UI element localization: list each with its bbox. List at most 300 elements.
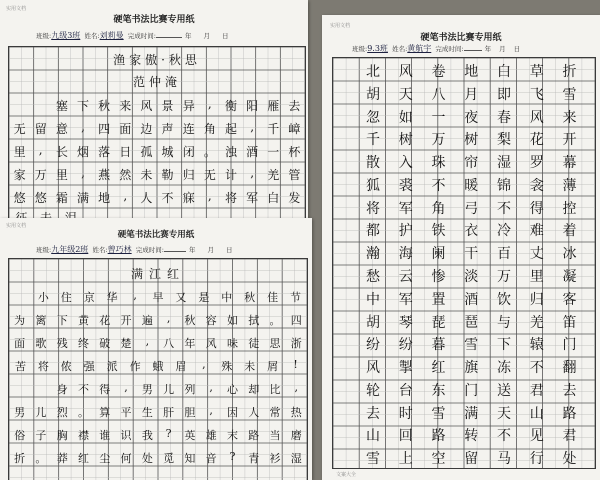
handwritten-char: 景 [161,99,174,113]
handwritten-char: 台 [398,382,413,399]
handwritten-char: 胡 [365,314,380,331]
handwritten-char: 锦 [496,177,511,194]
handwritten-char: 花 [99,314,111,327]
name-label: 姓名: [84,32,100,40]
handwritten-char: 嶂 [288,122,301,136]
handwritten-char: 心 [226,383,238,396]
handwritten-char: , [81,120,85,134]
handwritten-char: 海 [398,246,413,263]
handwritten-char: 路 [562,405,577,422]
handwritten-char: 忽 [365,109,380,126]
handwritten-char: 雪 [365,451,380,468]
handwritten-char: 去 [562,382,577,399]
handwritten-char: 去 [365,405,380,422]
handwriting-line [333,312,595,332]
handwritten-char: ? [229,450,236,463]
handwritten-char: 常 [269,406,281,419]
handwritten-char: 罗 [529,155,544,172]
handwriting-line [333,198,595,218]
handwritten-char: 霜 [55,191,68,205]
handwritten-char: 如 [226,314,238,327]
handwriting-line [9,120,305,137]
handwritten-char: 莽 [56,452,68,465]
handwritten-char: 饮 [496,291,511,308]
handwritten-char: 发 [288,191,301,205]
class-value: 9.3班 [367,44,388,53]
handwritten-char: , [209,381,213,394]
handwritten-char: 终 [77,337,89,350]
handwritten-char: 雪 [562,86,577,103]
handwritten-char: 阳 [246,99,259,113]
handwritten-char: 不 [431,177,446,194]
handwritten-char: , [250,120,255,134]
handwritten-char: 残 [56,337,68,350]
handwritten-char: 门 [464,382,479,399]
handwritten-char: 儿 [35,406,47,419]
handwritten-char: 琴 [398,314,413,331]
handwritten-char: 弓 [464,200,479,217]
handwritten-char: 马 [496,451,511,468]
handwritten-char: 红 [77,452,89,465]
handwritten-char: 草 [529,64,544,80]
handwritten-char: 纷 [365,337,380,354]
handwritten-char: 即 [496,86,511,103]
handwritten-char: 当 [269,429,281,442]
handwritten-char: 军 [246,191,259,205]
handwritten-char: 春 [496,109,511,126]
handwritten-char: 一 [431,109,446,126]
handwritten-char: 散 [365,155,380,172]
handwriting-line [333,403,595,423]
handwritten-char: 树 [464,132,479,149]
handwritten-char: 侬 [60,360,72,373]
handwritten-char: 落 [98,145,111,159]
handwritten-char: 将 [37,360,49,373]
handwriting-line [9,381,307,397]
handwritten-char: 殊 [221,360,233,373]
day-label: 日 [513,45,521,53]
handwritten-char: 衾 [529,177,544,194]
sheet-tag: 实用文档 [6,6,27,12]
handwritten-char: 见 [529,428,544,445]
handwritten-char: 青 [248,452,260,465]
handwritten-char: 比 [269,383,281,396]
handwritten-char: 归 [529,291,544,308]
handwritten-char: 丈 [529,246,544,263]
handwritten-char: 百 [496,246,511,263]
sheet-title: 硬笔书法比赛专用纸 [117,230,195,240]
sheet-title: 硬笔书法比赛专用纸 [420,33,502,43]
handwritten-char: ? [165,427,172,440]
handwritten-char: 门 [562,337,577,354]
handwritten-char: 男 [141,383,153,396]
handwritten-char: 屑 [267,360,279,373]
handwritten-char: 冰 [562,246,577,263]
handwritten-char: 音 [205,452,217,465]
handwritten-char: 万 [496,269,511,285]
handwriting-line [9,404,307,420]
handwritten-char: 容 [205,314,217,327]
handwritten-char: 强 [83,360,95,373]
handwritten-char: 却 [248,383,260,396]
handwritten-char: 冷 [496,223,511,240]
handwritten-char: 秋 [98,99,111,113]
name-label: 姓名: [392,45,408,53]
handwritten-char: 为 [14,314,26,327]
handwritten-char: 面 [14,337,26,350]
handwritten-char: 寐 [182,191,195,205]
handwritten-char: 掣 [398,360,413,377]
handwritten-char: 暮 [431,337,446,354]
handwritten-char: 浙 [290,337,302,350]
class-value: 九级3班 [51,31,81,40]
handwritten-char: 来 [562,109,577,126]
sheet-tag: 实用文档 [330,23,351,29]
handwriting-line [9,189,305,206]
handwritten-char: 千 [365,132,380,149]
sheet-meta [36,30,228,41]
handwritten-char: 未 [244,360,256,373]
sheet-tag: 实用文档 [6,223,27,229]
handwritten-char: 来 [119,99,132,113]
handwritten-char: 杯 [288,145,301,159]
handwritten-char: 路 [431,428,446,445]
day-label: 日 [225,246,233,254]
handwritten-char: 云 [398,269,413,285]
handwritten-char: 风 [365,360,380,377]
month-label: 月 [207,246,214,254]
handwriting-line [333,357,595,377]
handwritten-char: , [294,381,299,394]
handwritten-char: 里 [13,145,26,159]
handwriting-line: 渔家傲·秋思 [113,53,201,67]
handwritten-char: 时 [398,405,413,422]
handwritten-char: 纷 [398,337,413,354]
handwritten-char: 山 [529,405,544,422]
handwritten-char: 。 [77,406,89,419]
sheet-meta [36,244,232,255]
handwritten-char: 飞 [529,86,544,103]
handwritten-char: 长 [55,145,68,159]
handwritten-char: 万 [34,168,47,182]
handwritten-char: 行 [529,451,544,468]
handwritten-char: 八 [431,86,446,103]
handwriting-line [333,448,595,468]
handwritten-char: 管 [288,168,301,182]
handwritten-char: 君 [529,382,544,399]
class-label: 班级: [352,45,368,53]
handwritten-char: 华 [106,291,118,304]
handwritten-char: 平 [120,406,132,419]
handwritten-char: 地 [98,191,111,205]
handwritten-char: 胸 [56,429,68,442]
handwriting-line [333,380,595,400]
handwritten-char: 中 [221,291,233,304]
handwritten-char: 得 [99,383,111,396]
handwritten-char: 歌 [35,337,47,350]
handwritten-char: 四 [290,314,302,327]
handwritten-char: 胆 [184,406,196,419]
handwritten-char: 佳 [267,291,279,304]
handwritten-char: 客 [562,291,577,308]
handwritten-char: 琶 [464,314,479,331]
handwriting-line: 满江红 [130,267,185,281]
handwriting-line [333,425,595,445]
handwritten-char: 四 [98,122,111,136]
handwritten-char: 雪 [464,337,479,354]
handwritten-char: 拭 [248,314,260,327]
handwritten-char: 湿 [496,155,511,172]
handwritten-char: 角 [203,122,216,136]
sheet-footer: 文案大全 [336,472,357,478]
handwritten-char: 不 [529,360,544,377]
handwritten-char: , [145,335,150,348]
handwritten-char: 味 [226,337,238,350]
handwritten-char: 悠 [34,191,47,205]
handwritten-char: 衡 [224,99,237,113]
name-value: 曾巧林 [107,245,132,254]
handwritten-char: 面 [119,122,132,136]
handwritten-char: 阑 [431,246,446,263]
handwritten-char: 是 [198,291,210,304]
handwriting-line [9,143,305,160]
handwritten-char: 梨 [496,132,511,149]
handwritten-char: 蛾 [152,360,164,373]
time-label: 完成时间: [135,246,164,254]
handwritten-char: 空 [431,451,446,468]
handwritten-char: 凝 [562,269,577,285]
handwritten-char: 人 [248,406,260,419]
handwritten-char: ! [293,358,298,371]
handwritten-char: 得 [529,200,544,217]
handwritten-char: 风 [398,64,413,80]
handwriting-line [333,334,595,354]
handwritten-char: 遍 [141,314,153,327]
handwritten-char: 铁 [431,223,446,240]
handwritten-char: 秋 [244,291,256,304]
handwritten-char: 折 [14,452,26,465]
calligraphy-sheet-yujiaao [0,0,308,225]
handwriting-line [333,129,595,149]
handwritten-char: 如 [398,109,413,126]
handwritten-char: 起 [224,122,237,136]
handwriting-line [333,289,595,309]
handwritten-char: 衫 [269,452,281,465]
handwritten-char: 。 [203,145,216,159]
handwritten-char: 薄 [562,177,577,194]
class-value: 九年级2班 [51,245,89,254]
handwritten-char: 军 [398,291,413,308]
handwritten-char: 觅 [163,452,175,465]
handwritten-char: 白 [496,64,511,80]
handwritten-char: 羌 [267,168,280,182]
handwriting-line [333,243,595,263]
handwritten-char: 琵 [431,314,446,331]
handwriting-line [9,335,307,351]
handwritten-char: 处 [562,451,577,468]
handwritten-char: 眉 [175,360,187,373]
class-label: 班级: [36,246,52,254]
handwritten-char: 思 [269,337,281,350]
handwritten-char: 何 [120,452,132,465]
handwritten-char: 折 [562,64,577,80]
class-label: 班级: [36,32,52,40]
handwritten-char: 儿 [163,383,175,396]
handwritten-char: 识 [120,429,132,442]
handwritten-char: 山 [365,428,380,445]
handwritten-char: 热 [290,406,302,419]
handwritten-char: 珠 [431,155,446,172]
handwritten-char: 破 [99,337,111,350]
handwritten-char: 早 [152,291,164,304]
handwritten-char: 声 [161,122,174,136]
handwritten-char: 送 [496,382,511,399]
handwritten-char: 干 [464,246,479,263]
handwritten-char: 愁 [365,269,380,285]
handwritten-char: , [202,358,206,371]
handwritten-char: 里 [529,269,544,285]
handwritten-char: 孤 [140,145,153,159]
handwritten-char: 上 [398,451,413,468]
handwritten-char: , [250,166,255,180]
handwritten-char: 狐 [365,177,380,194]
handwritten-char: 留 [464,451,479,468]
handwritten-char: 一 [267,145,280,159]
handwritten-char: 都 [365,223,380,240]
handwritten-char: 意 [55,122,68,136]
handwritten-char: 将 [365,200,380,217]
handwritten-char: 轮 [365,382,380,399]
handwritten-char: 着 [562,223,577,240]
handwritten-char: , [124,381,128,394]
handwritten-char: 处 [141,452,153,465]
handwritten-char: 男 [14,406,26,419]
sheet-meta [352,43,520,54]
handwritten-char: 塞 [55,99,68,113]
handwritten-char: , [133,289,137,302]
handwritten-char: 酒 [246,145,259,159]
handwritten-char: 军 [398,200,413,217]
handwritten-char: 天 [398,86,413,103]
handwriting-line [333,152,595,172]
handwritten-char: 我 [141,429,153,442]
handwritten-char: 勒 [161,168,174,182]
month-label: 月 [499,45,506,53]
handwritten-char: 八 [163,337,175,350]
time-label: 完成时间: [435,45,464,53]
handwritten-char: 帘 [464,155,479,172]
handwritten-char: 转 [464,428,479,445]
handwritten-char: 幕 [562,155,577,172]
handwritten-char: 英 [184,429,196,442]
handwriting-line [9,358,307,374]
handwritten-char: 辕 [529,337,544,354]
handwritten-char: 天 [496,405,511,422]
handwritten-char: 俗 [14,429,26,442]
handwritten-char: 月 [464,86,479,103]
handwritten-char: 不 [496,428,511,445]
handwritten-char: 悠 [13,191,26,205]
handwritten-char: 淡 [464,269,479,285]
handwriting-line [9,166,305,183]
handwritten-char: 北 [365,64,380,80]
name-label: 姓名: [92,246,108,254]
handwritten-char: 翻 [562,360,577,377]
handwritten-char: 控 [562,200,577,217]
calligraphy-sheet-baixuege [322,15,600,480]
handwritten-char: , [207,189,212,203]
handwritten-char: 里 [55,168,68,182]
handwritten-char: 中 [365,291,380,308]
name-value: 黄航宇 [407,44,432,53]
handwritten-char: 雪 [431,405,446,422]
handwritten-char: 城 [161,145,174,159]
handwriting-line [333,84,595,104]
handwritten-char: 护 [398,223,413,240]
handwritten-char: , [209,404,213,417]
handwritten-char: 路 [248,429,260,442]
handwritten-char: 尘 [99,452,111,465]
handwritten-char: 下 [56,314,68,327]
handwritten-char: 去 [288,99,301,113]
year-label: 年 [184,32,192,40]
handwritten-char: , [166,312,171,325]
handwritten-char: 地 [464,64,479,80]
handwriting-line: 范仲淹 [132,75,181,89]
handwritten-char: 未 [140,168,153,182]
handwriting-line [9,289,307,305]
handwritten-char: 入 [398,155,413,172]
handwritten-char: 烈 [56,406,68,419]
handwritten-char: 无 [13,122,26,136]
handwriting-line [333,61,595,81]
year-label: 年 [484,45,492,53]
handwritten-char: 惨 [431,269,446,285]
handwritten-char: , [81,166,85,180]
handwritten-char: 节 [290,291,302,304]
handwritten-char: 万 [431,132,446,149]
handwritten-char: 笛 [562,314,577,331]
handwritten-char: 开 [120,314,132,327]
handwritten-char: 湿 [290,452,302,465]
handwritten-char: 楚 [120,337,132,350]
handwritten-char: 下 [76,99,89,113]
handwritten-char: 胡 [365,86,380,103]
handwriting-line [9,450,307,466]
handwritten-char: 派 [106,360,118,373]
handwritten-char: 风 [140,99,153,113]
year-label: 年 [188,246,196,254]
handwritten-char: 作 [129,360,141,373]
handwriting-line [9,312,307,328]
handwritten-char: 浊 [224,145,237,159]
handwritten-char: 。 [35,452,47,465]
handwritten-char: 将 [224,191,237,205]
handwritten-char: 住 [60,291,72,304]
handwritten-char: 风 [529,109,544,126]
handwritten-char: , [207,97,212,111]
handwritten-char: 归 [182,168,195,182]
handwritten-char: 。 [269,314,281,327]
handwriting-line [333,266,595,286]
handwritten-char: 不 [77,383,89,396]
handwritten-char: 与 [496,314,511,331]
handwritten-char: 闭 [182,145,195,159]
handwritten-char: 难 [529,223,544,240]
handwritten-char: 烟 [76,145,89,159]
handwritten-char: 连 [182,122,195,136]
handwritten-char: 身 [56,383,68,396]
